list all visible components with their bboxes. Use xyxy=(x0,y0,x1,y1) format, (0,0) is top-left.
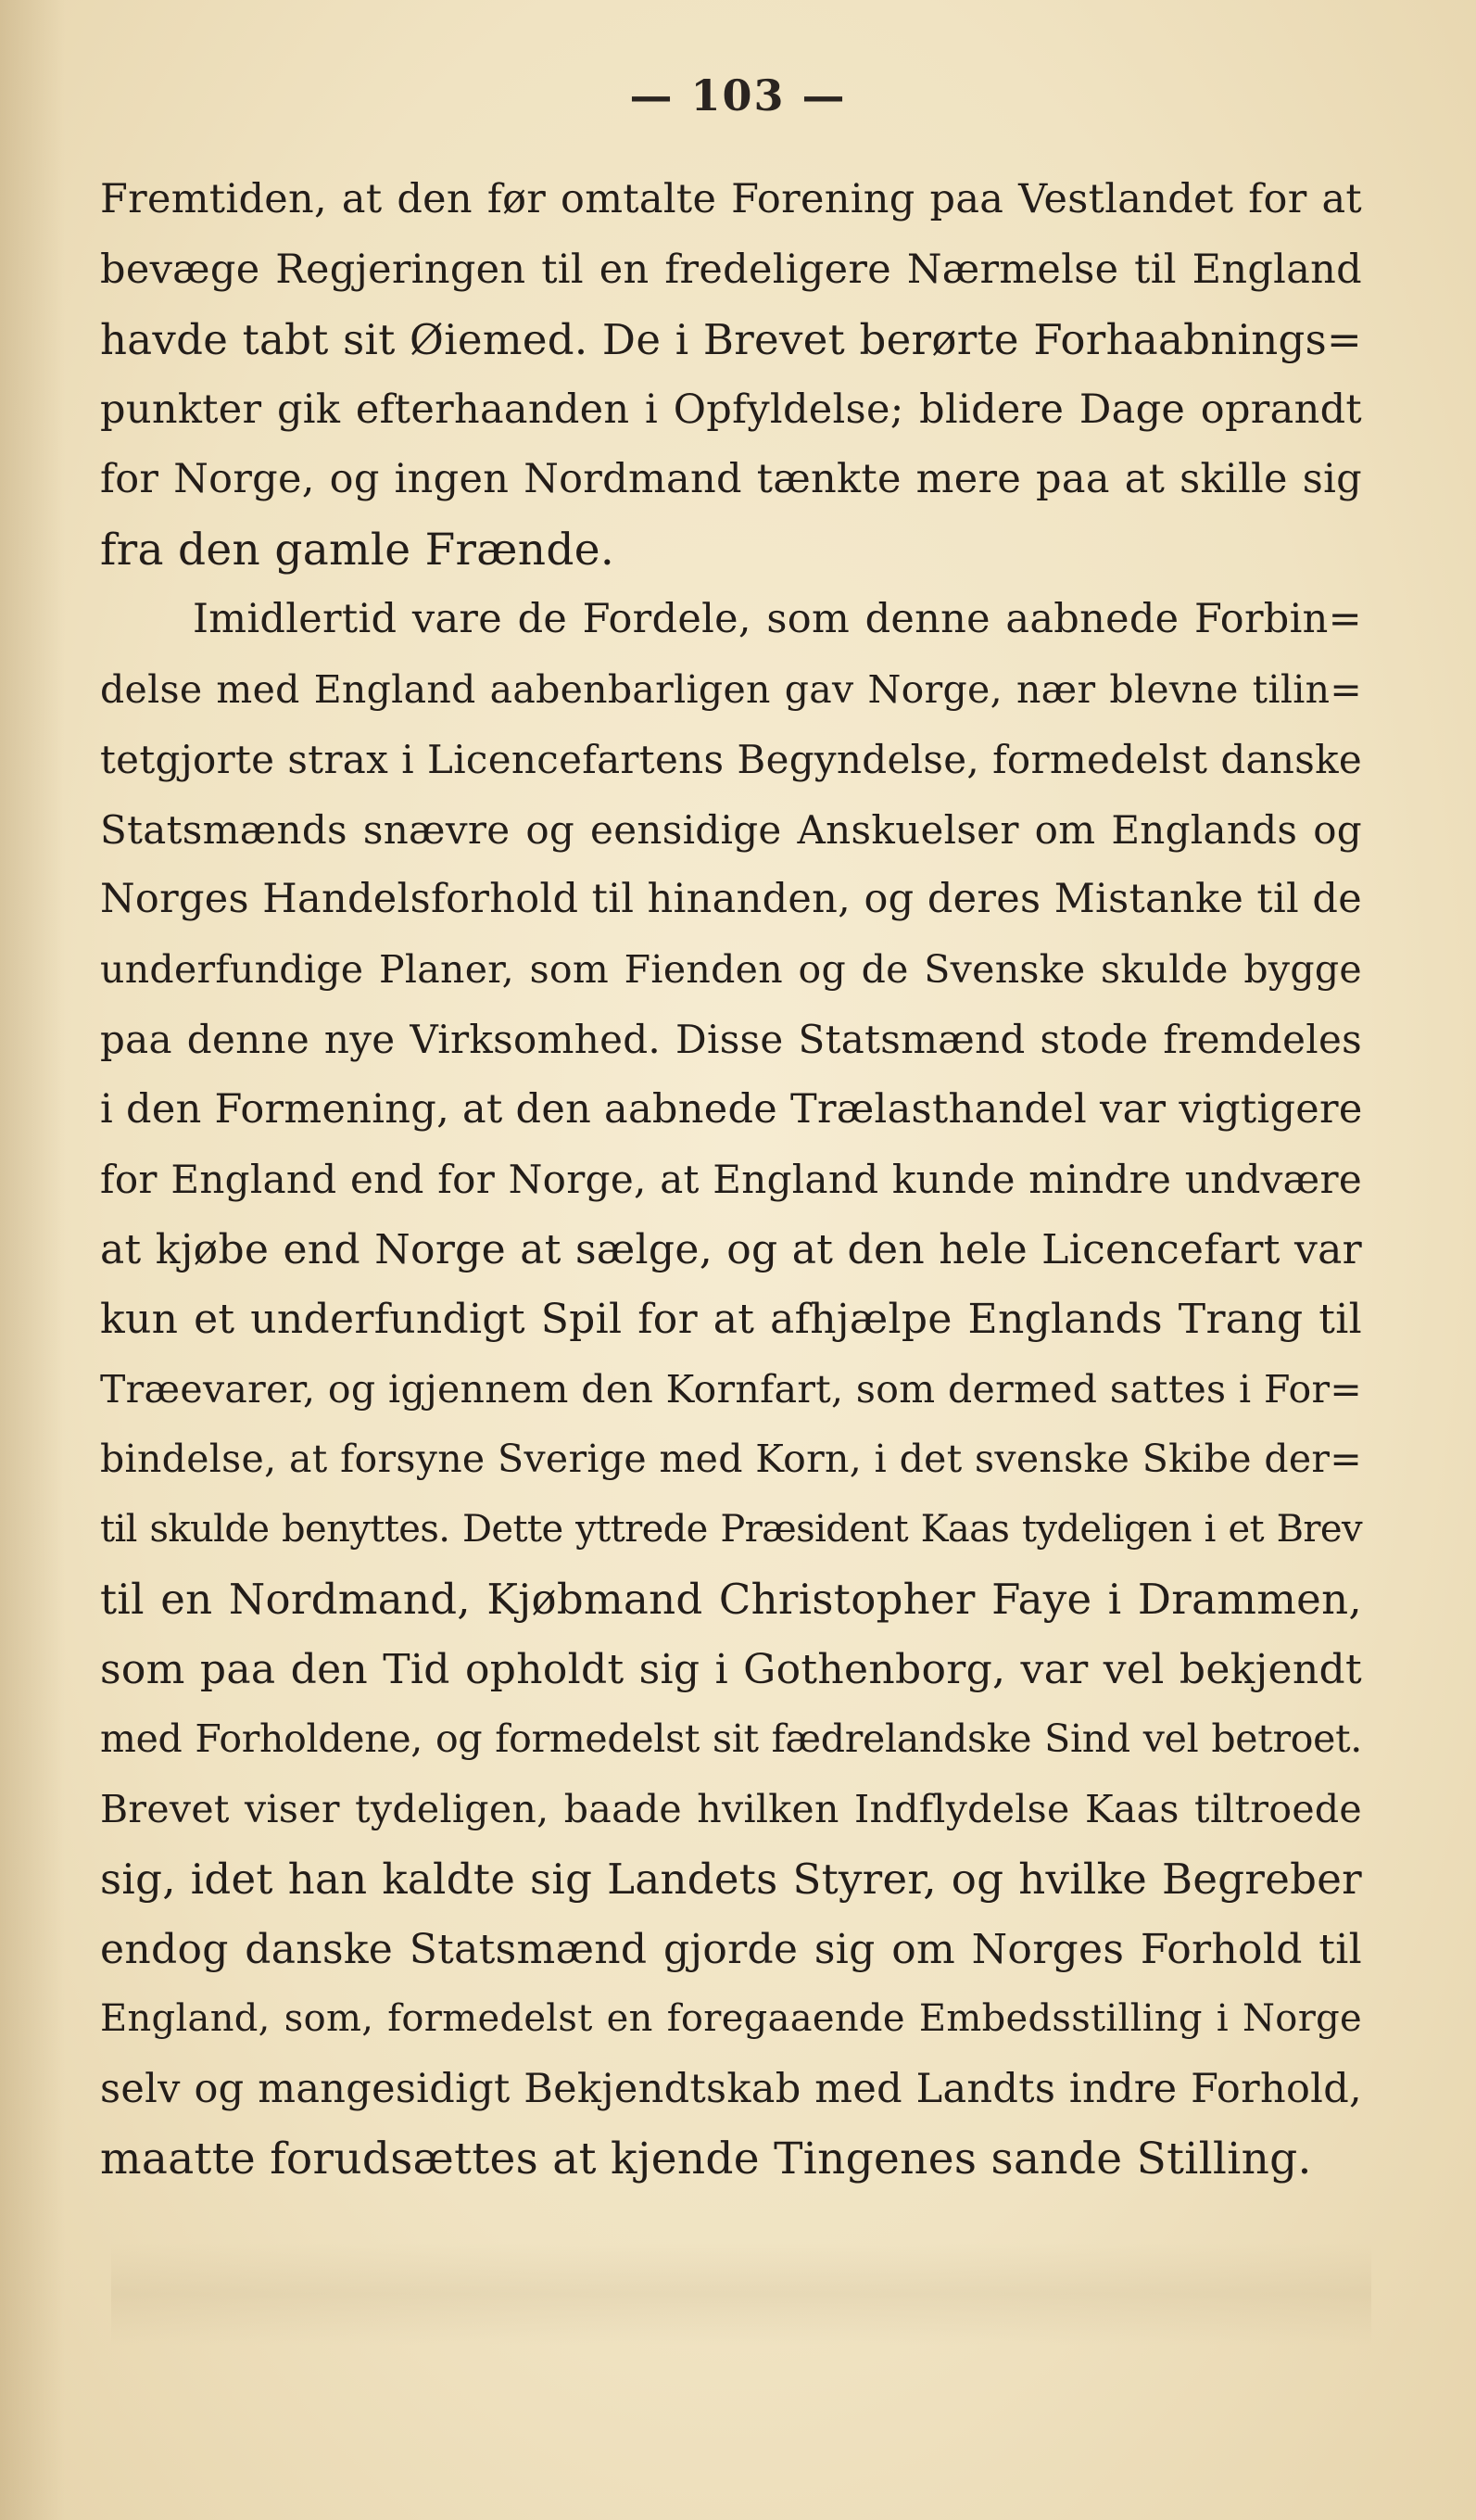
text-line: tetgjorte strax i Licencefartens Begyndelse, formedelst danske xyxy=(100,737,1362,782)
text-line: punkter gik efterhaanden i Opfyldelse; blidere Dage oprandt xyxy=(100,386,1362,433)
text-line: maatte forudsættes at kjende Tingenes sande Stilling. xyxy=(100,2134,1312,2184)
text-line: Fremtiden, at den før omtalte Forening paa Vestlandet for at xyxy=(100,176,1362,222)
text-line: bindelse, at forsyne Sverige med Korn, i det svenske Skibe der= xyxy=(100,1437,1362,1481)
text-line: England, som, formedelst en foregaaende Embedsstilling i Norge xyxy=(100,1997,1362,2040)
text-line: Brevet viser tydeligen, baade hvilken Indflydelse Kaas tiltroede xyxy=(100,1786,1362,1831)
text-line: delse med England aabenbarligen gav Norge, nær blevne tilin= xyxy=(100,666,1362,712)
text-line: til skulde benyttes. Dette yttrede Præsident Kaas tydeligen i et Brev xyxy=(100,1507,1362,1551)
text-line: for Norge, og ingen Nordmand tænkte mere paa at skille sig xyxy=(100,456,1362,502)
text-line: selv og mangesidigt Bekjendtskab med Landts indre Forhold, xyxy=(100,2065,1362,2112)
text-line: Træevarer, og igjennem den Kornfart, som dermed sattes i For= xyxy=(100,1366,1362,1412)
text-line-paragraph-start: Imidlertid vare de Fordele, som denne aabnede Forbin= xyxy=(193,596,1362,642)
text-line: underfundige Planer, som Fienden og de Svenske skulde bygge xyxy=(100,946,1362,992)
text-line: bevæge Regjeringen til en fredeligere Nærmelse til England xyxy=(100,246,1362,293)
text-line: som paa den Tid opholdt sig i Gothenborg, var vel bekjendt xyxy=(100,1645,1362,1693)
text-line: havde tabt sit Øiemed. De i Brevet berørte Forhaabnings= xyxy=(100,315,1362,364)
text-line: kun et underfundigt Spil for at afhjælpe Englands Trang til xyxy=(100,1296,1362,1343)
text-line: Statsmænds snævre og eensidige Anskuelser om Englands og xyxy=(100,806,1362,853)
text-line: endog danske Statsmænd gjorde sig om Norges Forhold til xyxy=(100,1925,1362,1973)
text-line: i den Formening, at den aabnede Trælasthandel var vigtigere xyxy=(100,1085,1363,1133)
text-line: til en Nordmand, Kjøbmand Christopher Faye i Drammen, xyxy=(100,1575,1362,1624)
text-line: sig, idet han kaldte sig Landets Styrer, og hvilke Begreber xyxy=(100,1855,1362,1904)
text-line: Norges Handelsforhold til hinanden, og deres Mistanke til de xyxy=(100,876,1362,922)
page-number: — 103 — xyxy=(629,70,847,120)
text-line: fra den gamle Frænde. xyxy=(100,524,615,576)
text-line: paa denne nye Virksomhed. Disse Statsmænd stode fremdeles xyxy=(100,1017,1362,1062)
text-line: med Forholdene, og formedelst sit fædrelandske Sind vel betroet. xyxy=(100,1716,1362,1761)
text-line: for England end for Norge, at England kunde mindre undvære xyxy=(100,1157,1362,1202)
text-line: at kjøbe end Norge at sælge, og at den hele Licencefart var xyxy=(100,1225,1362,1273)
body-text xyxy=(100,165,1362,2195)
